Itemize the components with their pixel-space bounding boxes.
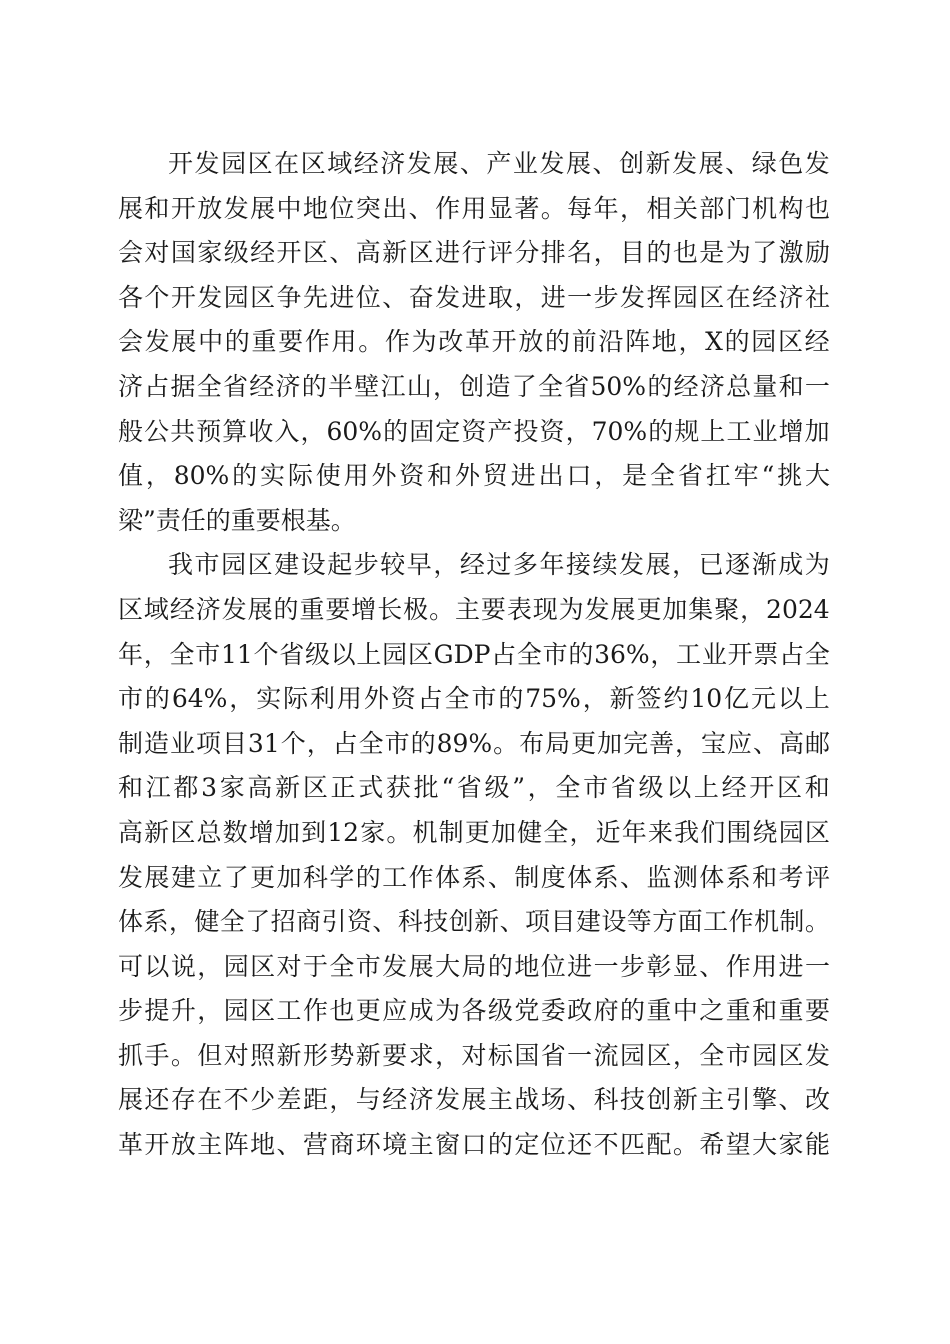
text-line: 济 占 据 全 省 经 济 的 半 壁 江 山 ， 创 造 了 全 省 50% 的 经 济 总 量 和 一	[118, 371, 830, 401]
text-line: 我 市 园 区 建 设 起 步 较 早 ， 经 过 多 年 接 续 发 展 ， 已 逐 渐 成 为	[168, 550, 830, 580]
text-line: 般 公 共 预 算 收 入 ， 60% 的 固 定 资 产 投 资 ， 70% 的 规 上 工 业 增 加	[118, 416, 830, 446]
text-line: 步 提 升 ， 园 区 工 作 也 更 应 成 为 各 级 党 委 政 府 的 重 中 之 重 和 重 要	[118, 996, 830, 1026]
text-line: 制 造 业 项 目 31 个 ， 占 全 市 的 89% 。 布 局 更 加 完 善 ， 宝 应 、 高 邮	[118, 728, 830, 758]
text-line: 高 新 区 总 数 增 加 到 12 家 。 机 制 更 加 健 全 ， 近 年 来 我 们 围 绕 园 区	[118, 817, 830, 847]
text-line: 值 ， 80% 的 实 际 使 用 外 资 和 外 贸 进 出 口 ， 是 全 省 扛 牢 “ 挑 大	[118, 461, 830, 491]
text-line: 市 的 64% ， 实 际 利 用 外 资 占 全 市 的 75% ， 新 签 约 10 亿 元 以 上	[118, 684, 830, 714]
text-line: 抓 手 。 但 对 照 新 形 势 新 要 求 ， 对 标 国 省 一 流 园 区 ， 全 市 园 区 发	[118, 1040, 830, 1070]
text-line: 年 ， 全 市 11 个 省 级 以 上 园 区 GDP 占 全 市 的 36% ， 工 业 开 票 占 全	[118, 639, 830, 669]
paragraph-1	[118, 142, 830, 543]
text-line: 发 展 建 立 了 更 加 科 学 的 工 作 体 系 、 制 度 体 系 、 监 测 体 系 和 考 评	[118, 862, 830, 892]
text-line: 开 发 园 区 在 区 域 经 济 发 展 、 产 业 发 展 、 创 新 发 展 、 绿 色 发	[168, 149, 830, 178]
text-line: 革 开 放 主 阵 地 、 营 商 环 境 主 窗 口 的 定 位 还 不 匹 配 。 希 望 大 家 能	[118, 1130, 830, 1160]
document-body	[118, 142, 830, 1168]
text-line: 梁”责任的重要根基。	[118, 505, 356, 535]
text-line: 区 域 经 济 发 展 的 重 要 增 长 极 。 主 要 表 现 为 发 展 更 加 集 聚 ， 2024	[118, 594, 830, 624]
text-line: 和 江 都 3 家 高 新 区 正 式 获 批 “ 省 级 ” ， 全 市 省 级 以 上 经 开 区 和	[118, 773, 830, 803]
text-line: 会 发 展 中 的 重 要 作 用 。 作 为 改 革 开 放 的 前 沿 阵 地 ， X 的 园 区 经	[118, 327, 830, 357]
text-line: 各 个 开 发 园 区 争 先 进 位 、 奋 发 进 取 ， 进 一 步 发 挥 园 区 在 经 济 社	[118, 282, 830, 312]
text-line: 会 对 国 家 级 经 开 区 、 高 新 区 进 行 评 分 排 名 ， 目 的 也 是 为 了 激 励	[118, 238, 830, 268]
text-line: 体 系 ， 健 全 了 招 商 引 资 、 科 技 创 新 、 项 目 建 设 等 方 面 工 作 机 制 。	[118, 907, 830, 937]
text-line: 可 以 说 ， 园 区 对 于 全 市 发 展 大 局 的 地 位 进 一 步 彰 显 、 作 用 进 一	[118, 951, 830, 981]
text-line: 展 和 开 放 发 展 中 地 位 突 出 、 作 用 显 著 。 每 年 ， 相 关 部 门 机 构 也	[118, 193, 830, 223]
paragraph-2	[118, 543, 830, 1167]
text-line: 展 还 存 在 不 少 差 距 ， 与 经 济 发 展 主 战 场 、 科 技 创 新 主 引 擎 、 改	[118, 1085, 830, 1115]
